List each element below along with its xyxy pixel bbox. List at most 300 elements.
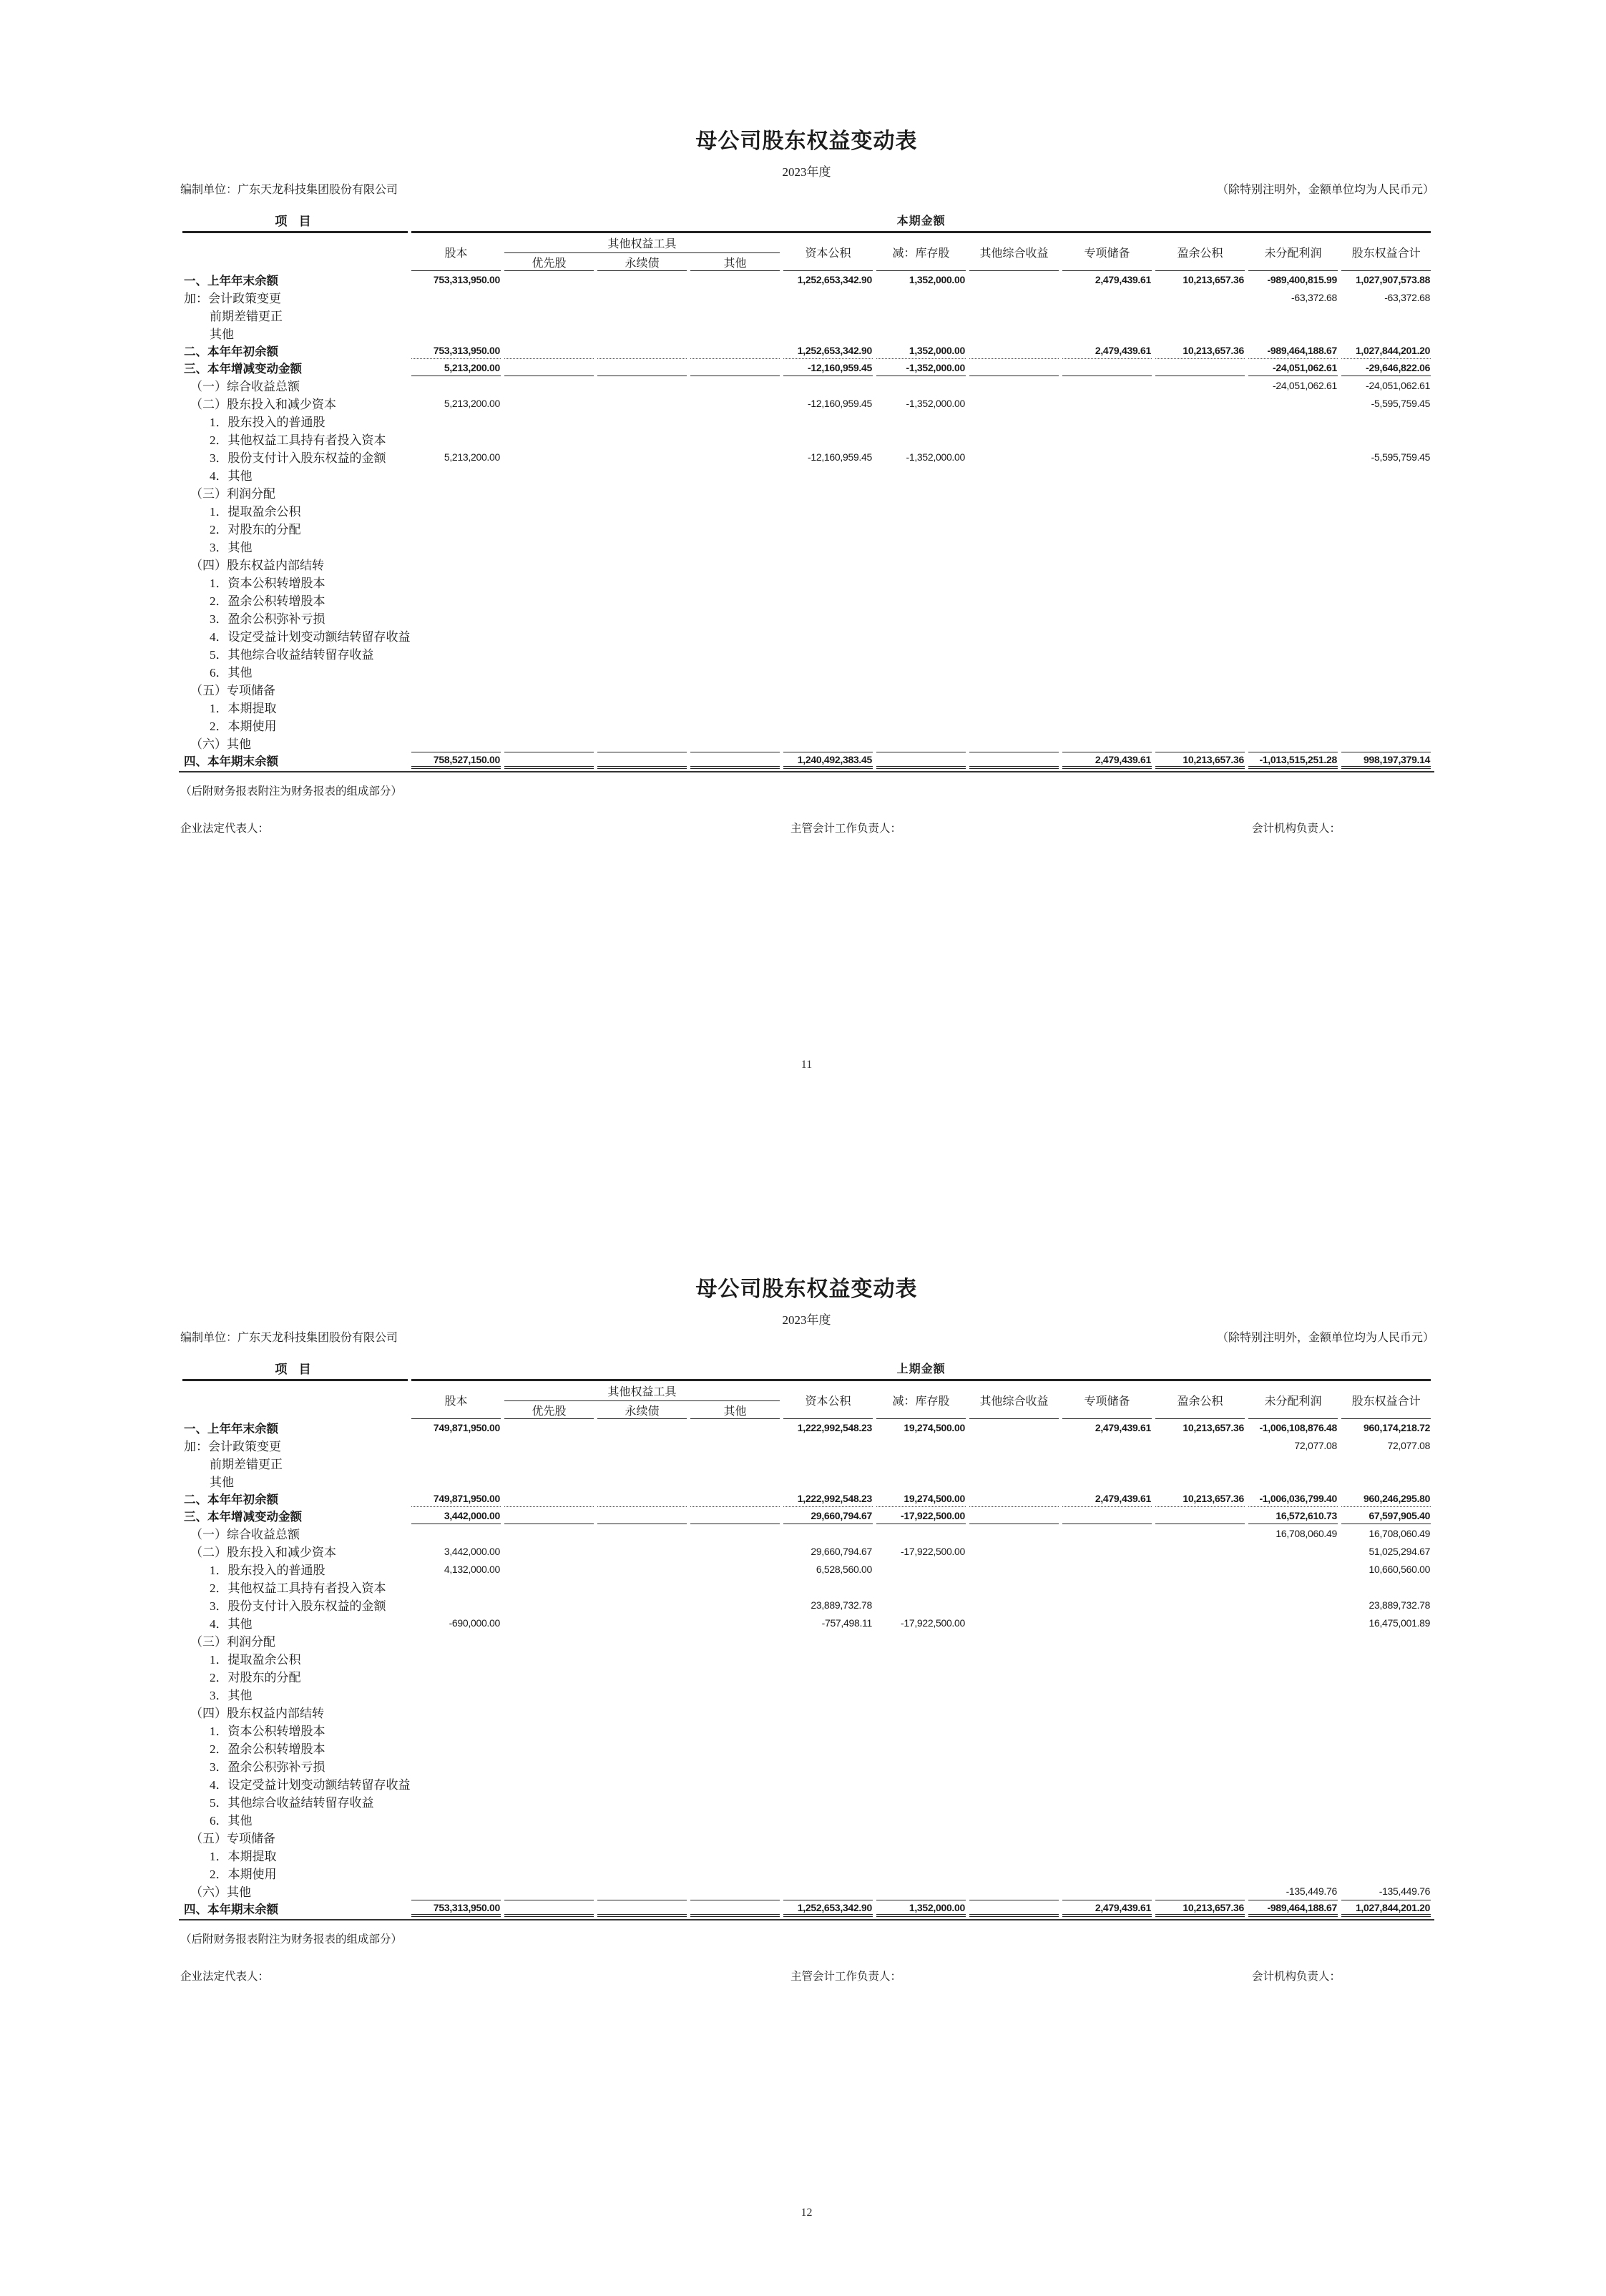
amount-cell: -1,352,000.00: [876, 359, 966, 376]
amount-cell: [1341, 698, 1431, 716]
amount-cell: [1062, 1507, 1152, 1524]
amount-cell: [411, 644, 501, 662]
amount-cell: [597, 1542, 687, 1560]
amount-cell: [876, 609, 966, 627]
amount-cell: [690, 734, 780, 752]
amount-cell: [411, 484, 501, 501]
amount-cell: [690, 1775, 780, 1792]
row-label: 三、本年增减变动金额: [184, 363, 302, 376]
amount-cell: [1155, 1721, 1245, 1739]
table-row: [182, 1524, 1431, 1542]
prepared-by: 编制单位：广东天龙科技集团股份有限公司: [180, 184, 398, 196]
amount-cell: 3,442,000.00: [411, 1507, 501, 1524]
amount-cell: [504, 466, 594, 484]
row-label: （五）专项储备: [190, 684, 275, 697]
amount-cell: [504, 537, 594, 555]
amount-cell: [1062, 394, 1152, 412]
amount-cell: [876, 1721, 966, 1739]
amount-cell: [504, 1649, 594, 1667]
amount-cell: [876, 1667, 966, 1685]
amount-cell: [1341, 1810, 1431, 1828]
amount-cell: [783, 1524, 873, 1542]
amount-cell: [690, 1882, 780, 1900]
amount-cell: 10,213,657.36: [1155, 752, 1245, 769]
amount-cell: [1248, 1649, 1338, 1667]
amount-cell: [876, 537, 966, 555]
legal-representative-label: 企业法定代表人：: [180, 1971, 270, 1983]
amount-cell: 5,213,200.00: [411, 359, 501, 376]
amount-cell: [1062, 1792, 1152, 1810]
amount-cell: [1062, 1614, 1152, 1632]
amount-cell: [1341, 1721, 1431, 1739]
amount-cell: -12,160,959.45: [808, 397, 872, 409]
amount-cell: [1062, 1828, 1152, 1846]
table-row: [182, 698, 1431, 716]
amount-cell: [969, 644, 1059, 662]
amount-cell: [597, 537, 687, 555]
amount-cell: [1155, 1775, 1245, 1792]
table-row: [182, 466, 1431, 484]
amount-cell: 72,077.08: [1294, 1439, 1337, 1451]
amount-cell: [783, 306, 873, 324]
amount-cell: [969, 1721, 1059, 1739]
amount-cell: [597, 1560, 687, 1578]
amount-cell: [876, 1775, 966, 1792]
amount-cell: [783, 1436, 873, 1454]
amount-cell: [504, 680, 594, 698]
row-label: 2．其他权益工具持有者投入资本: [210, 1581, 386, 1595]
amount-cell: [783, 519, 873, 537]
amount-cell: [969, 288, 1059, 306]
amount-cell: [411, 680, 501, 698]
col-header-retained-earnings: 未分配利润: [1248, 1381, 1338, 1419]
amount-cell: [1341, 519, 1431, 537]
amount-cell: [1062, 1560, 1152, 1578]
amount-cell: [504, 734, 594, 752]
amount-cell: [690, 1524, 780, 1542]
amount-cell: [1155, 394, 1245, 412]
amount-cell: [597, 752, 687, 769]
amount-cell: [504, 288, 594, 306]
item-column-header: 项 目: [182, 1357, 408, 1381]
amount-cell: [1341, 412, 1431, 430]
amount-cell: [969, 752, 1059, 769]
amount-cell: [690, 1578, 780, 1596]
amount-group-header: 本期金额: [411, 209, 1431, 233]
amount-cell: [1155, 1739, 1245, 1757]
row-label: 二、本年年初余额: [184, 345, 278, 358]
amount-cell: -1,352,000.00: [906, 397, 965, 409]
amount-cell: [1248, 448, 1338, 466]
amount-cell: 1,252,653,342.90: [783, 1900, 873, 1917]
row-label: 6．其他: [210, 1814, 253, 1828]
col-header-preferred-shares: 优先股: [504, 1401, 594, 1419]
table-row: [182, 1542, 1431, 1560]
amount-cell: 1,352,000.00: [876, 1900, 966, 1917]
amount-cell: [876, 430, 966, 448]
table-row: [182, 376, 1431, 394]
amount-cell: [1341, 1703, 1431, 1721]
amount-cell: -1,006,108,876.48: [1259, 1422, 1337, 1433]
amount-cell: [876, 1524, 966, 1542]
table-row: [182, 1454, 1431, 1472]
amount-cell: 1,352,000.00: [876, 342, 966, 359]
amount-cell: [597, 342, 687, 359]
amount-cell: [783, 609, 873, 627]
amount-cell: [1062, 1596, 1152, 1614]
amount-cell: [1062, 501, 1152, 519]
amount-cell: 1,027,844,201.20: [1341, 342, 1431, 359]
amount-cell: [876, 1560, 966, 1578]
amount-cell: [597, 1578, 687, 1596]
amount-cell: [969, 1614, 1059, 1632]
amount-cell: [1341, 1775, 1431, 1792]
amount-cell: [969, 1507, 1059, 1524]
col-header-other-instruments: 其他: [690, 1401, 780, 1419]
table-row: [182, 394, 1431, 412]
row-label: 4．设定受益计划变动额结转留存收益: [210, 1778, 411, 1792]
amount-cell: [690, 1703, 780, 1721]
col-header-share-capital: 股本: [411, 233, 501, 271]
amount-cell: [597, 1775, 687, 1792]
amount-cell: [504, 1900, 594, 1917]
amount-cell: 16,708,060.49: [1368, 1527, 1431, 1539]
amount-cell: 19,274,500.00: [904, 1422, 965, 1433]
amount-cell: [504, 1810, 594, 1828]
table-row: [182, 1649, 1431, 1667]
amount-cell: [1062, 1739, 1152, 1757]
amount-cell: [1155, 430, 1245, 448]
amount-cell: [411, 1472, 501, 1490]
amount-cell: [1341, 306, 1431, 324]
amount-cell: [876, 1596, 966, 1614]
amount-cell: [1248, 1667, 1338, 1685]
amount-cell: [690, 609, 780, 627]
row-label: 1．资本公积转增股本: [210, 1725, 325, 1738]
amount-cell: [504, 324, 594, 342]
amount-cell: [969, 698, 1059, 716]
amount-cell: 29,660,794.67: [811, 1545, 872, 1557]
amount-cell: [411, 501, 501, 519]
amount-cell: [1341, 1864, 1431, 1882]
row-label: （一）综合收益总额: [190, 380, 300, 393]
amount-cell: [1248, 573, 1338, 591]
table-body: [182, 271, 1431, 769]
amount-cell: [597, 716, 687, 734]
amount-cell: [1341, 716, 1431, 734]
amount-cell: [690, 501, 780, 519]
amount-cell: [504, 644, 594, 662]
amount-cell: 1,252,653,342.90: [783, 342, 873, 359]
amount-cell: [969, 501, 1059, 519]
amount-cell: [690, 1667, 780, 1685]
amount-cell: 23,889,732.78: [1368, 1599, 1431, 1611]
amount-cell: [969, 1810, 1059, 1828]
amount-cell: [969, 1560, 1059, 1578]
amount-cell: [1062, 324, 1152, 342]
amount-cell: [504, 376, 594, 394]
amount-cell: [690, 306, 780, 324]
amount-cell: [504, 1846, 594, 1864]
amount-cell: [783, 1649, 873, 1667]
amount-cell: [597, 324, 687, 342]
amount-cell: [1248, 609, 1338, 627]
amount-cell: [1062, 662, 1152, 680]
table-row: [182, 591, 1431, 609]
amount-cell: [1155, 1828, 1245, 1846]
amount-cell: [1155, 644, 1245, 662]
table-row: [182, 1578, 1431, 1596]
amount-cell: [1248, 1757, 1338, 1775]
amount-cell: [690, 1632, 780, 1649]
amount-cell: [690, 1757, 780, 1775]
amount-cell: [1248, 501, 1338, 519]
amount-cell: [1248, 1560, 1338, 1578]
amount-cell: [504, 1775, 594, 1792]
header-spacer: [182, 233, 408, 271]
amount-cell: [1248, 1828, 1338, 1846]
amount-cell: [690, 698, 780, 716]
amount-cell: [1062, 1775, 1152, 1792]
amount-cell: [411, 1524, 501, 1542]
amount-cell: [411, 627, 501, 644]
table-row: [182, 734, 1431, 752]
amount-cell: [504, 1632, 594, 1649]
row-label: 3．盈余公积弥补亏损: [210, 1760, 325, 1774]
row-label: 四、本年期末余额: [184, 1903, 278, 1916]
row-label: 3．股份支付计入股东权益的金额: [210, 451, 386, 465]
amount-cell: [1155, 324, 1245, 342]
amount-cell: [597, 288, 687, 306]
row-label: 1．提取盈余公积: [210, 1653, 301, 1667]
col-header-other-instruments: 其他: [690, 253, 780, 271]
amount-cell: [690, 537, 780, 555]
page-number: 12: [800, 2207, 813, 2219]
amount-cell: [783, 1721, 873, 1739]
amount-cell: [504, 1507, 594, 1524]
amount-cell: [597, 1632, 687, 1649]
row-label: 2．盈余公积转增股本: [210, 1742, 325, 1756]
row-label: 其他: [210, 1476, 234, 1489]
amount-cell: [690, 1739, 780, 1757]
amount-cell: [504, 1882, 594, 1900]
amount-cell: [597, 1721, 687, 1739]
col-header-other-comprehensive-income: 其他综合收益: [969, 233, 1059, 271]
amount-cell: 51,025,294.67: [1368, 1545, 1431, 1557]
row-label: 6．其他: [210, 666, 253, 680]
amount-cell: [1062, 1578, 1152, 1596]
amount-cell: [690, 1721, 780, 1739]
amount-cell: [1248, 1721, 1338, 1739]
amount-cell: -1,013,515,251.28: [1248, 752, 1338, 769]
amount-cell: [690, 716, 780, 734]
amount-cell: -24,051,062.61: [1273, 379, 1337, 391]
amount-cell: [690, 359, 780, 376]
amount-cell: [690, 271, 780, 288]
amount-cell: [1062, 537, 1152, 555]
amount-cell: [1155, 1757, 1245, 1775]
row-label: 3．其他: [210, 541, 253, 554]
amount-cell: [969, 573, 1059, 591]
amount-cell: [969, 1596, 1059, 1614]
table-row: [182, 324, 1431, 342]
amount-cell: [411, 1596, 501, 1614]
amount-cell: [783, 1703, 873, 1721]
amount-cell: [597, 573, 687, 591]
amount-cell: [969, 609, 1059, 627]
amount-cell: [597, 698, 687, 716]
col-header-preferred-shares: 优先股: [504, 253, 594, 271]
amount-cell: [504, 1721, 594, 1739]
row-label: 4．其他: [210, 469, 253, 483]
amount-cell: [597, 609, 687, 627]
amount-cell: 19,274,500.00: [876, 1490, 966, 1507]
row-label: 1．本期提取: [210, 1850, 277, 1863]
table-row: [182, 662, 1431, 680]
amount-cell: [1341, 662, 1431, 680]
amount-cell: [1062, 466, 1152, 484]
amount-cell: [411, 1685, 501, 1703]
amount-cell: 10,213,657.36: [1183, 1422, 1244, 1433]
amount-cell: [690, 591, 780, 609]
amount-cell: [690, 555, 780, 573]
table-bottom-rule: [179, 1919, 1434, 1920]
amount-cell: 1,222,992,548.23: [783, 1490, 873, 1507]
amount-cell: [876, 501, 966, 519]
amount-cell: [1341, 555, 1431, 573]
col-header-perpetual-bonds: 永续债: [597, 253, 687, 271]
table-row: [182, 609, 1431, 627]
amount-cell: [690, 1810, 780, 1828]
amount-cell: [1062, 359, 1152, 376]
amount-cell: [690, 1900, 780, 1917]
amount-cell: [504, 394, 594, 412]
amount-cell: [1062, 1846, 1152, 1864]
amount-cell: [1155, 1507, 1245, 1524]
amount-cell: [1248, 1454, 1338, 1472]
row-label: 3．其他: [210, 1689, 253, 1702]
legal-representative-label: 企业法定代表人：: [180, 823, 270, 835]
amount-cell: [1341, 501, 1431, 519]
amount-cell: [969, 1578, 1059, 1596]
amount-cell: [783, 466, 873, 484]
amount-cell: 1,352,000.00: [909, 274, 965, 285]
amount-cell: [411, 609, 501, 627]
amount-cell: [783, 1864, 873, 1882]
amount-cell: [1155, 1560, 1245, 1578]
amount-cell: [690, 644, 780, 662]
table-row: [182, 1436, 1431, 1454]
amount-cell: [504, 306, 594, 324]
amount-cell: [1248, 1739, 1338, 1757]
amount-cell: [1248, 644, 1338, 662]
amount-cell: [969, 342, 1059, 359]
amount-cell: [1062, 1864, 1152, 1882]
table-row: [182, 1900, 1431, 1917]
table-row: [182, 501, 1431, 519]
amount-cell: [411, 1739, 501, 1757]
amount-cell: [690, 1828, 780, 1846]
amount-cell: [504, 1524, 594, 1542]
row-label: （六）其他: [190, 737, 251, 751]
amount-cell: [411, 466, 501, 484]
amount-cell: 5,213,200.00: [444, 397, 500, 409]
amount-cell: [1341, 484, 1431, 501]
amount-cell: [504, 1472, 594, 1490]
amount-group-header: 上期金额: [411, 1357, 1431, 1381]
amount-cell: [690, 1685, 780, 1703]
amount-cell: [411, 412, 501, 430]
table-row: [182, 716, 1431, 734]
amount-cell: [969, 1436, 1059, 1454]
amount-cell: [969, 1792, 1059, 1810]
amount-cell: [1248, 716, 1338, 734]
amount-cell: [783, 698, 873, 716]
amount-cell: [1062, 591, 1152, 609]
amount-cell: [1341, 1649, 1431, 1667]
amount-cell: -24,051,062.61: [1248, 359, 1338, 376]
amount-cell: [1155, 1649, 1245, 1667]
amount-cell: [1062, 1721, 1152, 1739]
amount-cell: [597, 412, 687, 430]
row-label: 前期差错更正: [210, 310, 283, 323]
amount-cell: [690, 1846, 780, 1864]
amount-cell: [504, 1490, 594, 1507]
amount-cell: [969, 1524, 1059, 1542]
amount-cell: [1062, 680, 1152, 698]
table-row: [182, 1846, 1431, 1864]
amount-cell: [783, 1667, 873, 1685]
row-label: 2．本期使用: [210, 720, 277, 733]
amount-cell: [969, 1900, 1059, 1917]
amount-cell: [1062, 1810, 1152, 1828]
chief-accountant-label: 主管会计工作负责人：: [790, 823, 902, 835]
amount-cell: [597, 484, 687, 501]
amount-cell: 749,871,950.00: [411, 1490, 501, 1507]
amount-cell: [411, 1454, 501, 1472]
amount-cell: [1155, 519, 1245, 537]
amount-cell: [597, 1900, 687, 1917]
amount-cell: [876, 680, 966, 698]
amount-cell: [504, 484, 594, 501]
table-row: [182, 1721, 1431, 1739]
amount-cell: [411, 324, 501, 342]
page-title: 母公司股东权益变动表: [695, 129, 918, 153]
amount-cell: 16,708,060.49: [1276, 1527, 1337, 1539]
amount-cell: 5,213,200.00: [444, 451, 500, 463]
amount-cell: [1062, 1667, 1152, 1685]
amount-cell: [504, 271, 594, 288]
amount-cell: [1248, 466, 1338, 484]
col-group-other-equity-instruments: 其他权益工具: [504, 233, 780, 253]
amount-cell: [969, 484, 1059, 501]
amount-cell: [1341, 1632, 1431, 1649]
amount-cell: [690, 1419, 780, 1436]
amount-cell: [876, 324, 966, 342]
amount-cell: [504, 1614, 594, 1632]
row-label: 1．股东投入的普通股: [210, 416, 325, 429]
amount-cell: -17,922,500.00: [876, 1507, 966, 1524]
amount-cell: [411, 1721, 501, 1739]
amount-cell: 753,313,950.00: [411, 342, 501, 359]
amount-cell: -12,160,959.45: [783, 359, 873, 376]
amount-cell: [597, 1828, 687, 1846]
table-row: [182, 1490, 1431, 1507]
amount-cell: [783, 1810, 873, 1828]
amount-cell: [411, 1667, 501, 1685]
amount-cell: [597, 1596, 687, 1614]
amount-cell: [876, 466, 966, 484]
